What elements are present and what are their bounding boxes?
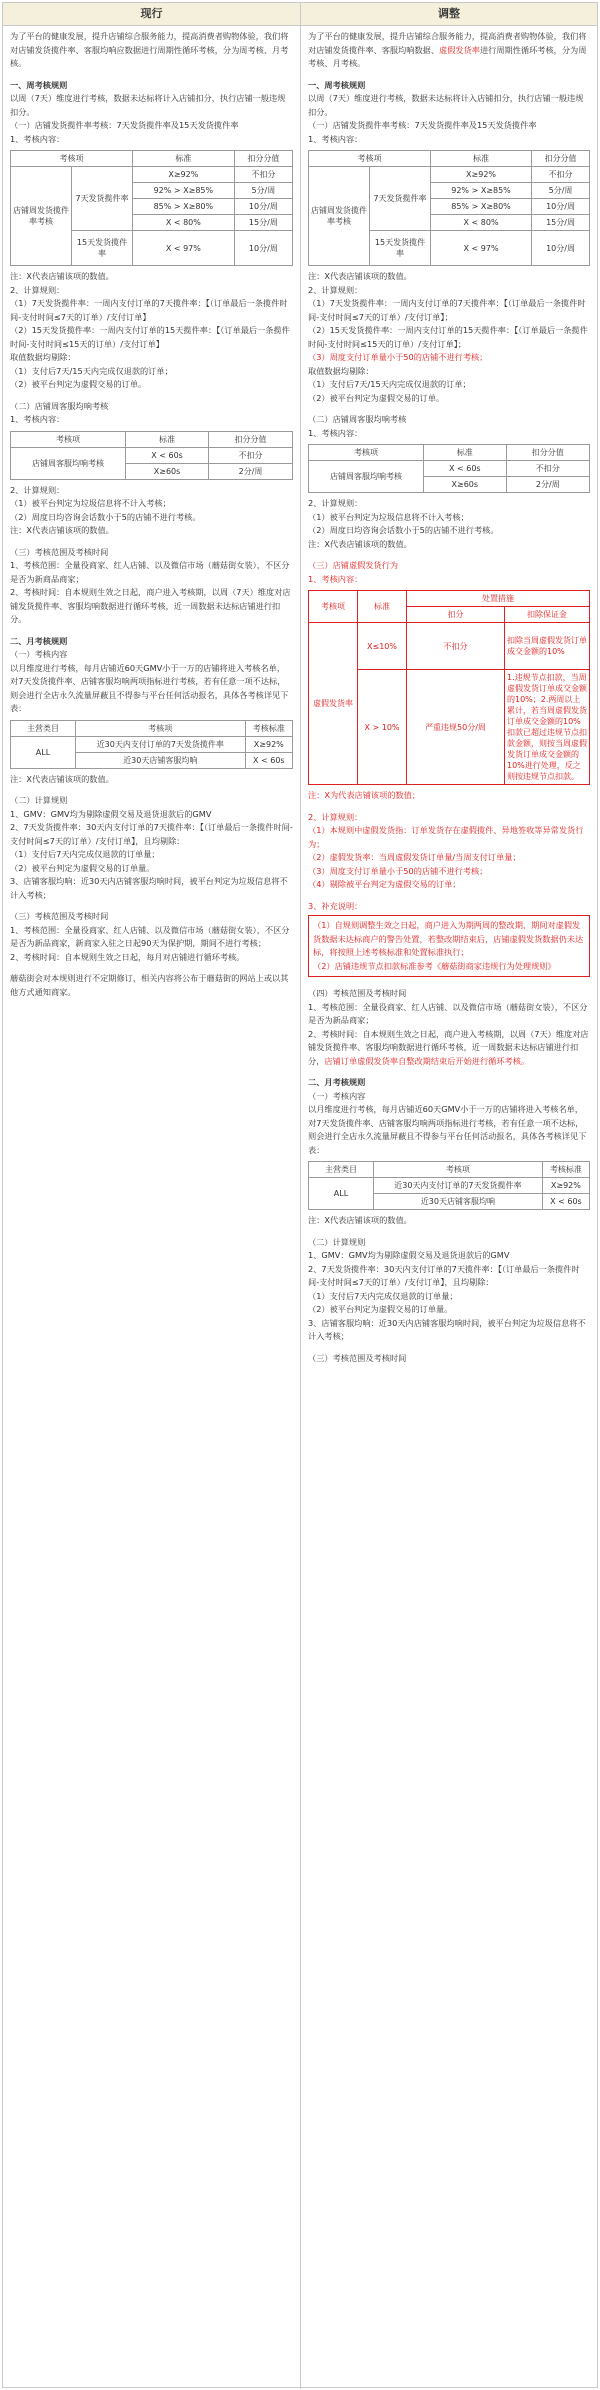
adjusted-rules-column: [301, 26, 597, 1365]
calc-item: （1）7天发货揽件率：一周内支付订单的7天揽件率：【（订单最后一条揽件时间-支付时间≤7天的订单）/支付订单】；: [308, 298, 586, 322]
section-3-time: 2、考核时间：自本规则生效之日起，商户进入考核期，以周（7天）维度对店铺发货揽件率、客服均响数据进行循环考核，近一周数据未达标店铺进行扣分。: [10, 587, 291, 624]
td: 店铺周客服均响考核: [309, 461, 424, 493]
intro-a: 为了平台的健康发展，提升店铺综合服务能力，提高消费者购物体验，我们将对店铺发货揽件率、客服均响数据、: [308, 31, 587, 55]
section-1-title: （一）店铺发货揽件率考核：7天发货揽件率及15天发货揽件率: [308, 120, 537, 130]
note: 注：X代表店铺该项的数值。: [10, 271, 114, 281]
section-3-title: （三）考核范围及考核时间: [10, 546, 109, 557]
section-3-title: （三）店铺虚假发货行为: [308, 560, 399, 570]
td: 不扣分: [407, 623, 505, 670]
th: 处置措施: [407, 591, 590, 607]
th: 标准: [358, 591, 407, 623]
month-sub-2: （二）计算规则: [308, 1236, 366, 1247]
td: 1.违规节点扣款，当周虚假发货订单成交金额的10%；2.两周以上累计，若当周虚假发货订单成交金额的10%扣款已超过违规节点扣款金额，则按当周虚假发货订单成交金额的10%进行处理，反之则按违规节点扣款。: [505, 670, 590, 785]
calc-item: （2）周度日均咨询会话数小于5的店铺不进行考核。: [308, 525, 499, 535]
section-1-title: （一）店铺发货揽件率考核：7天发货揽件率及15天发货揽件率: [10, 120, 239, 130]
current-rules-column: [3, 26, 300, 999]
month-sub-1: （一）考核内容: [308, 1090, 366, 1101]
exclude-item: （2）被平台判定为虚假交易的订单。: [308, 392, 445, 403]
section-1-content: 1、考核内容：: [10, 133, 65, 144]
exclude-item: （1）支付后7天/15天内完成仅退款的订单；: [10, 365, 173, 376]
exclude-item: （1）支付后7天/15天内完成仅退款的订单；: [308, 379, 471, 389]
td: 不扣分: [209, 447, 293, 463]
header-current: 现行: [3, 3, 301, 26]
month-table: [10, 720, 293, 769]
final-note: 蘑菇街会对本规则进行不定期修订，相关内容将公布于蘑菇街的网站上或以其他方式通知商家。: [10, 973, 289, 997]
th: 扣分分值: [506, 445, 589, 461]
td: X < 60s: [542, 1194, 589, 1210]
td: X≤10%: [358, 623, 407, 670]
td: 不扣分: [506, 461, 589, 477]
td: 15天发货揽件率: [370, 231, 431, 266]
section-2-content: 1、考核内容：: [308, 427, 363, 438]
month-calc: 3、店铺客服均响：近30天内店铺客服均响时间，被平台判定为垃圾信息将不计入考核；: [308, 1317, 586, 1341]
th: 主营类目: [309, 1162, 374, 1178]
month-calc: 3、店铺客服均响：近30天内店铺客服均响时间，被平台判定为垃圾信息将不计入考核；: [10, 876, 288, 900]
month-time: 2、考核时间：自本规则生效之日起，每月对店铺进行循环考核。: [10, 951, 245, 962]
calc-item-new: （3）周度支付订单量小于50的店铺不进行考核；: [308, 352, 488, 362]
td: X≥60s: [424, 477, 507, 493]
th: 考核项: [11, 151, 133, 167]
month-title: 二、月考核规则: [10, 635, 68, 646]
month-sub-2: （二）计算规则: [10, 795, 68, 805]
th: 主营类目: [11, 720, 76, 736]
exclude-title: 取值数据均剔除：: [10, 352, 76, 362]
td: 10分/周: [532, 199, 590, 215]
section-4-time: [308, 1028, 590, 1069]
section-2-title: （二）店铺周客服均响考核: [308, 414, 407, 424]
month-sub-1: （一）考核内容: [10, 649, 68, 659]
td: ALL: [11, 736, 76, 768]
note: 注：X为代表店铺该项的数值；: [308, 790, 421, 800]
week-desc: 以周（7天）维度进行考核，数据未达标将计入店铺扣分，执行店铺一般违规扣分。: [308, 93, 584, 117]
month-calc: 2、7天发货揽件率：30天内支付订单的7天揽件率：【（订单最后一条揽件时间-支付时间≤7天的订单）/支付订单】，且均剔除：: [10, 822, 293, 846]
td: 虚假发货率: [309, 623, 358, 785]
calc-item: （3）周度支付订单量小于50的店铺不进行考核；: [308, 865, 488, 876]
td: X≥92%: [542, 1178, 589, 1194]
section-4-scope: 1、考核范围：全量役商家、红人店铺、以及微信市场（蘑菇街女装），不区分是否为新品商家；: [308, 1001, 588, 1025]
supplement-title: 3、补充说明：: [308, 900, 363, 911]
td: X < 97%: [133, 231, 235, 266]
pickup-rate-table: [10, 150, 293, 266]
td: 10分/周: [234, 199, 292, 215]
td: 不扣分: [234, 167, 292, 183]
td: 店铺周客服均响考核: [11, 447, 126, 479]
header-adjusted: 调整: [301, 3, 597, 26]
week-title: 一、周考核规则: [10, 79, 68, 90]
exclude-item: （2）被平台判定为虚假交易的订单。: [10, 379, 147, 389]
month-desc: 以月维度进行考核，每月店铺近60天GMV小于一万的店铺将进入考核名单，对7天发货揽件率、店铺客服均响两项指标进行考核，若有任意一项不达标，则会进行全店永久流量屏蔽且不得参与平台任何活动报名，具体各考核详见下表：: [308, 1104, 587, 1155]
calc-title: 2、计算规则：: [10, 484, 65, 495]
td: X < 80%: [431, 215, 532, 231]
td: X < 80%: [133, 215, 235, 231]
section-2-title: （二）店铺周客服均响考核: [10, 400, 109, 411]
comparison-table: [2, 2, 598, 2388]
td: 店铺周发货揽件率考核: [309, 167, 370, 266]
th: 扣分分值: [234, 151, 292, 167]
calc-item: （2）虚假发货率：当周虚假发货订单量/当周支付订单量；: [308, 852, 521, 862]
month-scope: 1、考核范围：全量役商家、红人店铺、以及微信市场（蘑菇街女装），不区分是否为新品商家，新商家入驻之日起90天为保护期，期间不进行考核；: [10, 924, 290, 948]
note: 注：X代表店铺该项的数值。: [308, 271, 412, 281]
td: 严重违规50分/周: [407, 670, 505, 785]
calc-item: （1）被平台判定为垃圾信息将不计入考核；: [308, 511, 469, 522]
th: 考核项: [309, 445, 424, 461]
td: 不扣分: [532, 167, 590, 183]
section-1-content: 1、考核内容：: [308, 133, 363, 144]
th: 标准: [431, 151, 532, 167]
section-4-time-a: 2、考核时间：自本规则生效之日起，商户进入考核期，以周（7天）维度对店铺发货揽件率、客服均响数据进行循环考核，近一周数据未达标店铺进行扣分，: [308, 1028, 589, 1066]
response-table: [308, 444, 590, 493]
month-title: 二、月考核规则: [308, 1077, 366, 1087]
month-calc: （2）被平台判定为虚假交易的订单量。: [10, 862, 155, 873]
supplement-box: [308, 915, 590, 977]
th: 考核项: [76, 720, 246, 736]
note: 注：X代表店铺该项的数值。: [10, 773, 114, 784]
th: 扣除保证金: [505, 607, 590, 623]
month-calc: 1、GMV：GMV均为剔除虚假交易及退货退款后的GMV: [308, 1250, 510, 1260]
intro: [308, 30, 590, 71]
td: 7天发货揽件率: [72, 167, 133, 231]
td: 7天发货揽件率: [370, 167, 431, 231]
td: X < 97%: [431, 231, 532, 266]
th: 考核项: [309, 151, 431, 167]
td: X≥92%: [133, 167, 235, 183]
calc-item: （1）7天发货揽件率：一周内支付订单的7天揽件率：【（订单最后一条揽件时间-支付时间≤7天的订单）/支付订单】: [10, 298, 288, 322]
month-sub-3: （三）考核范围及考核时间: [308, 1352, 407, 1363]
td: 5分/周: [532, 183, 590, 199]
note: 注：X代表店铺该项的数值。: [10, 525, 114, 535]
month-calc: 2、7天发货揽件率：30天内支付订单的7天揽件率：【（订单最后一条揽件时间-支付时间≤7天的订单）/支付订单】，且均剔除：: [308, 1263, 580, 1287]
td: X≥92%: [245, 736, 292, 752]
th: 考核标准: [542, 1162, 589, 1178]
intro-highlight: 虚假发货率: [439, 44, 480, 55]
response-table: [10, 431, 293, 480]
section-2-content: 1、考核内容：: [10, 414, 65, 424]
fake-shipping-table: [308, 590, 590, 785]
calc-title: 2、计算规则：: [308, 811, 363, 822]
th: 扣分: [407, 607, 505, 623]
calc-title: 2、计算规则：: [308, 498, 363, 508]
calc-item: （4）剔除被平台判定为虚假交易的订单；: [308, 879, 461, 889]
section-4-time-highlight: 店铺订单虚假发货率自整改期结束后开始进行循环考核。: [324, 1055, 530, 1066]
td: 85% > X≥80%: [133, 199, 235, 215]
calc-item: （2）周度日均咨询会话数小于5的店铺不进行考核。: [10, 511, 201, 522]
intro-b: 进行周期性循环考核，分为周考核、月考核。: [308, 44, 587, 68]
td: 92% > X≥85%: [133, 183, 235, 199]
th: 考核标准: [245, 720, 292, 736]
td: X≥92%: [431, 167, 532, 183]
td: X≥60s: [126, 463, 209, 479]
td: 15分/周: [532, 215, 590, 231]
td: 扣除当周虚假发货订单成交金额的10%: [505, 623, 590, 670]
td: X < 60s: [126, 447, 209, 463]
td: 15天发货揽件率: [72, 231, 133, 266]
week-title: 一、周考核规则: [308, 79, 366, 90]
month-table: [308, 1161, 590, 1210]
month-desc: 以月维度进行考核，每月店铺近60天GMV小于一万的店铺将进入考核名单，对7天发货揽件率、店铺客服均响两项指标进行考核，若有任意一项不达标，则会进行全店永久流量屏蔽且不得参与平台任何活动报名，具体各考核详见下表：: [10, 662, 289, 713]
pickup-rate-table: [308, 150, 590, 266]
section-4-title: （四）考核范围及考核时间: [308, 988, 407, 998]
month-calc: （1）支付后7天内完成仅退款的订单量；: [10, 849, 160, 859]
td: X < 60s: [245, 752, 292, 768]
month-sub-3: （三）考核范围及考核时间: [10, 911, 109, 921]
td: 15分/周: [234, 215, 292, 231]
exclude-title: 取值数据均剔除：: [308, 365, 374, 376]
month-calc: 1、GMV：GMV均为剔除虚假交易及退货退款后的GMV: [10, 808, 212, 819]
th: 考核项: [309, 591, 358, 623]
note: 注：X代表店铺该项的数值。: [308, 538, 412, 549]
th: 考核项: [11, 431, 126, 447]
section-3-scope: 1、考核范围：全量役商家、红人店铺、以及微信市场（蘑菇街女装），不区分是否为新商品商家；: [10, 560, 290, 584]
th: 标准: [424, 445, 507, 461]
calc-item: （2）15天发货揽件率：一周内支付订单的15天揽件率：【（订单最后一条揽件时间-支付时间≤15天的订单）/支付订单】；: [308, 325, 588, 349]
th: 扣分分值: [209, 431, 293, 447]
th: 扣分分值: [532, 151, 590, 167]
td: ALL: [309, 1178, 374, 1210]
td: 10分/周: [532, 231, 590, 266]
td: 85% > X≥80%: [431, 199, 532, 215]
td: X > 10%: [358, 670, 407, 785]
th: 标准: [126, 431, 209, 447]
th: 标准: [133, 151, 235, 167]
td: 店铺周发货揽件率考核: [11, 167, 72, 266]
note: 注：X代表店铺该项的数值。: [308, 1215, 412, 1225]
supplement-item: （1）自规则调整生效之日起，商户进入为期两周的整改期，期间对虚假发货数据未达标商户的警告处置，若整改期结束后，店铺虚假发货数据仍未达标，将按照上述考核标准和处置标准执行；: [313, 920, 584, 957]
calc-item: （1）本规则中虚假发货指：订单发货存在虚假揽件、异地签收等异常发货行为；: [308, 825, 584, 849]
td: 近30天内支付订单的7天发货揽件率: [374, 1178, 543, 1194]
month-calc: （2）被平台判定为虚假交易的订单量。: [308, 1304, 453, 1314]
td: 2分/周: [209, 463, 293, 479]
td: 近30天店铺客服均响: [374, 1194, 543, 1210]
calc-title: 2、计算规则：: [10, 284, 65, 295]
td: 近30天内支付订单的7天发货揽件率: [76, 736, 246, 752]
th: 考核项: [374, 1162, 543, 1178]
td: 5分/周: [234, 183, 292, 199]
calc-item: （2）15天发货揽件率：一周内支付订单的15天揽件率：【（订单最后一条揽件时间-支付时间≤15天的订单）/支付订单】: [10, 325, 290, 349]
td: 10分/周: [234, 231, 292, 266]
td: 近30天店铺客服均响: [76, 752, 246, 768]
section-3-content: 1、考核内容：: [308, 573, 363, 584]
month-calc: （1）支付后7天内完成仅退款的订单量；: [308, 1290, 458, 1301]
week-desc: 以周（7天）维度进行考核，数据未达标将计入店铺扣分，执行店铺一般违规扣分。: [10, 93, 286, 117]
calc-item: （1）被平台判定为垃圾信息将不计入考核；: [10, 498, 171, 508]
calc-title: 2、计算规则：: [308, 284, 363, 295]
td: 92% > X≥85%: [431, 183, 532, 199]
intro: 为了平台的健康发展，提升店铺综合服务能力，提高消费者购物体验，我们将对店铺发货揽件率、客服均响应数据进行周期性循环考核，分为周考核、月考核。: [10, 31, 289, 68]
td: 2分/周: [506, 477, 589, 493]
td: X < 60s: [424, 461, 507, 477]
supplement-item: （2）店铺违规节点扣款标准参考《蘑菇街商家违规行为处理规则》: [313, 960, 556, 971]
